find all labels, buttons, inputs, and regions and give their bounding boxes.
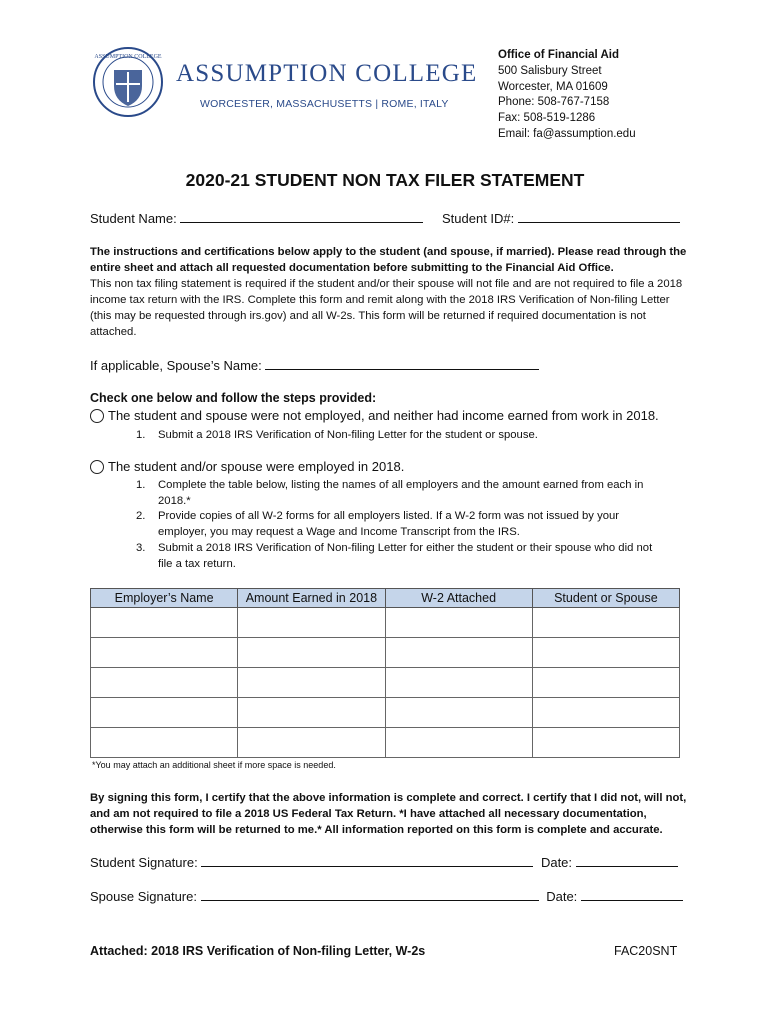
spouse-signature-label: Spouse Signature: [90, 889, 197, 904]
spouse-name-field[interactable] [265, 357, 539, 370]
student-date-label: Date: [540, 855, 573, 870]
table-cell[interactable] [238, 728, 385, 758]
table-row [91, 698, 680, 728]
instructions-bold: The instructions and certifications below apply to the student (and spouse, if married). Please read through the entire sheet and attach all requested documentation before submitting to the Financial Aid Office. [90, 246, 687, 274]
table-cell[interactable] [532, 638, 679, 668]
certification-text: By signing this form, I certify that the above information is complete and correct. I certify that I did not, will not, and am not required to file a 2018 US Federal Tax Return. *I have attached all necessary documentation, otherwise this form will be returned to me.* All information reported on this form is complete and accurate. [90, 792, 687, 836]
spouse-name-row [90, 357, 539, 373]
student-signature-row [90, 854, 678, 870]
table-cell[interactable] [385, 638, 532, 668]
student-id-label: Student ID#: [442, 211, 515, 226]
option-employed-label: The student and/or spouse were employed in 2018. [108, 459, 405, 474]
office-fax: Fax: 508-519-1286 [498, 112, 596, 125]
table-cell[interactable] [385, 668, 532, 698]
table-footnote: *You may attach an additional sheet if more space is needed. [92, 760, 336, 770]
office-contact-block [498, 48, 636, 143]
student-signature-label: Student Signature: [90, 855, 198, 870]
instructions [90, 244, 690, 340]
table-row [91, 668, 680, 698]
student-id-field[interactable] [518, 210, 680, 223]
spouse-signature-field[interactable] [201, 888, 539, 901]
office-address2: Worcester, MA 01609 [498, 80, 608, 93]
table-cell[interactable] [532, 728, 679, 758]
table-cell[interactable] [91, 668, 238, 698]
office-phone: Phone: 508-767-7158 [498, 96, 610, 109]
student-name-label: Student Name: [90, 211, 177, 226]
table-cell[interactable] [91, 638, 238, 668]
option-employed[interactable] [90, 459, 404, 474]
radio-not-employed[interactable] [90, 409, 104, 423]
table-cell[interactable] [532, 668, 679, 698]
college-name: ASSUMPTION COLLEGE [176, 60, 478, 87]
student-date-field[interactable] [576, 854, 678, 867]
office-address1: 500 Salisbury Street [498, 64, 602, 77]
table-cell[interactable] [91, 608, 238, 638]
student-name-row [90, 210, 423, 226]
col-amount-earned: Amount Earned in 2018 [238, 589, 385, 608]
office-title: Office of Financial Aid [498, 49, 619, 61]
table-cell[interactable] [91, 698, 238, 728]
radio-employed[interactable] [90, 460, 104, 474]
form-title: 2020-21 STUDENT NON TAX FILER STATEMENT [185, 170, 585, 190]
spouse-date-label: Date: [546, 889, 578, 904]
table-cell[interactable] [532, 608, 679, 638]
table-cell[interactable] [238, 608, 385, 638]
spouse-name-label: If applicable, Spouse’s Name: [90, 358, 262, 373]
table-cell[interactable] [91, 728, 238, 758]
college-seal-logo [92, 46, 164, 118]
table-cell[interactable] [532, 698, 679, 728]
form-code: FAC20SNT [614, 944, 678, 958]
employer-table [90, 588, 680, 758]
instructions-body: This non tax filing statement is required if the student and/or their spouse will not file and are not required to file a 2018 income tax return with the IRS. Complete this form and remit along with the 2018 IRS Verification of Non-filing Letter (this may be requested through irs.gov) and all W-2s. This form will be returned if required documentation is not attached. [90, 278, 683, 338]
table-cell[interactable] [385, 698, 532, 728]
check-heading: Check one below and follow the steps provided: [90, 391, 377, 405]
table-cell[interactable] [238, 668, 385, 698]
table-cell[interactable] [238, 698, 385, 728]
student-id-row [442, 210, 680, 226]
option-not-employed-label: The student and spouse were not employed, and neither had income earned from work in 2018. [108, 408, 659, 423]
table-cell[interactable] [238, 638, 385, 668]
col-employer-name: Employer’s Name [91, 589, 238, 608]
seal-text: ASSUMPTION COLLEGE [94, 54, 162, 60]
table-row [91, 728, 680, 758]
table-cell[interactable] [385, 728, 532, 758]
option-not-employed[interactable] [90, 408, 659, 423]
college-locations: WORCESTER, MASSACHUSETTS | ROME, ITALY [200, 98, 449, 110]
student-name-field[interactable] [180, 210, 423, 223]
table-header-row [91, 589, 680, 608]
office-email: Email: fa@assumption.edu [498, 127, 636, 140]
table-row [91, 608, 680, 638]
spouse-signature-row [90, 888, 683, 904]
spouse-date-field[interactable] [581, 888, 683, 901]
col-w2-attached: W-2 Attached [385, 589, 532, 608]
table-cell[interactable] [385, 608, 532, 638]
table-row [91, 638, 680, 668]
attached-note: Attached: 2018 IRS Verification of Non-filing Letter, W-2s [90, 944, 426, 958]
student-signature-field[interactable] [201, 854, 533, 867]
col-student-or-spouse: Student or Spouse [532, 589, 679, 608]
